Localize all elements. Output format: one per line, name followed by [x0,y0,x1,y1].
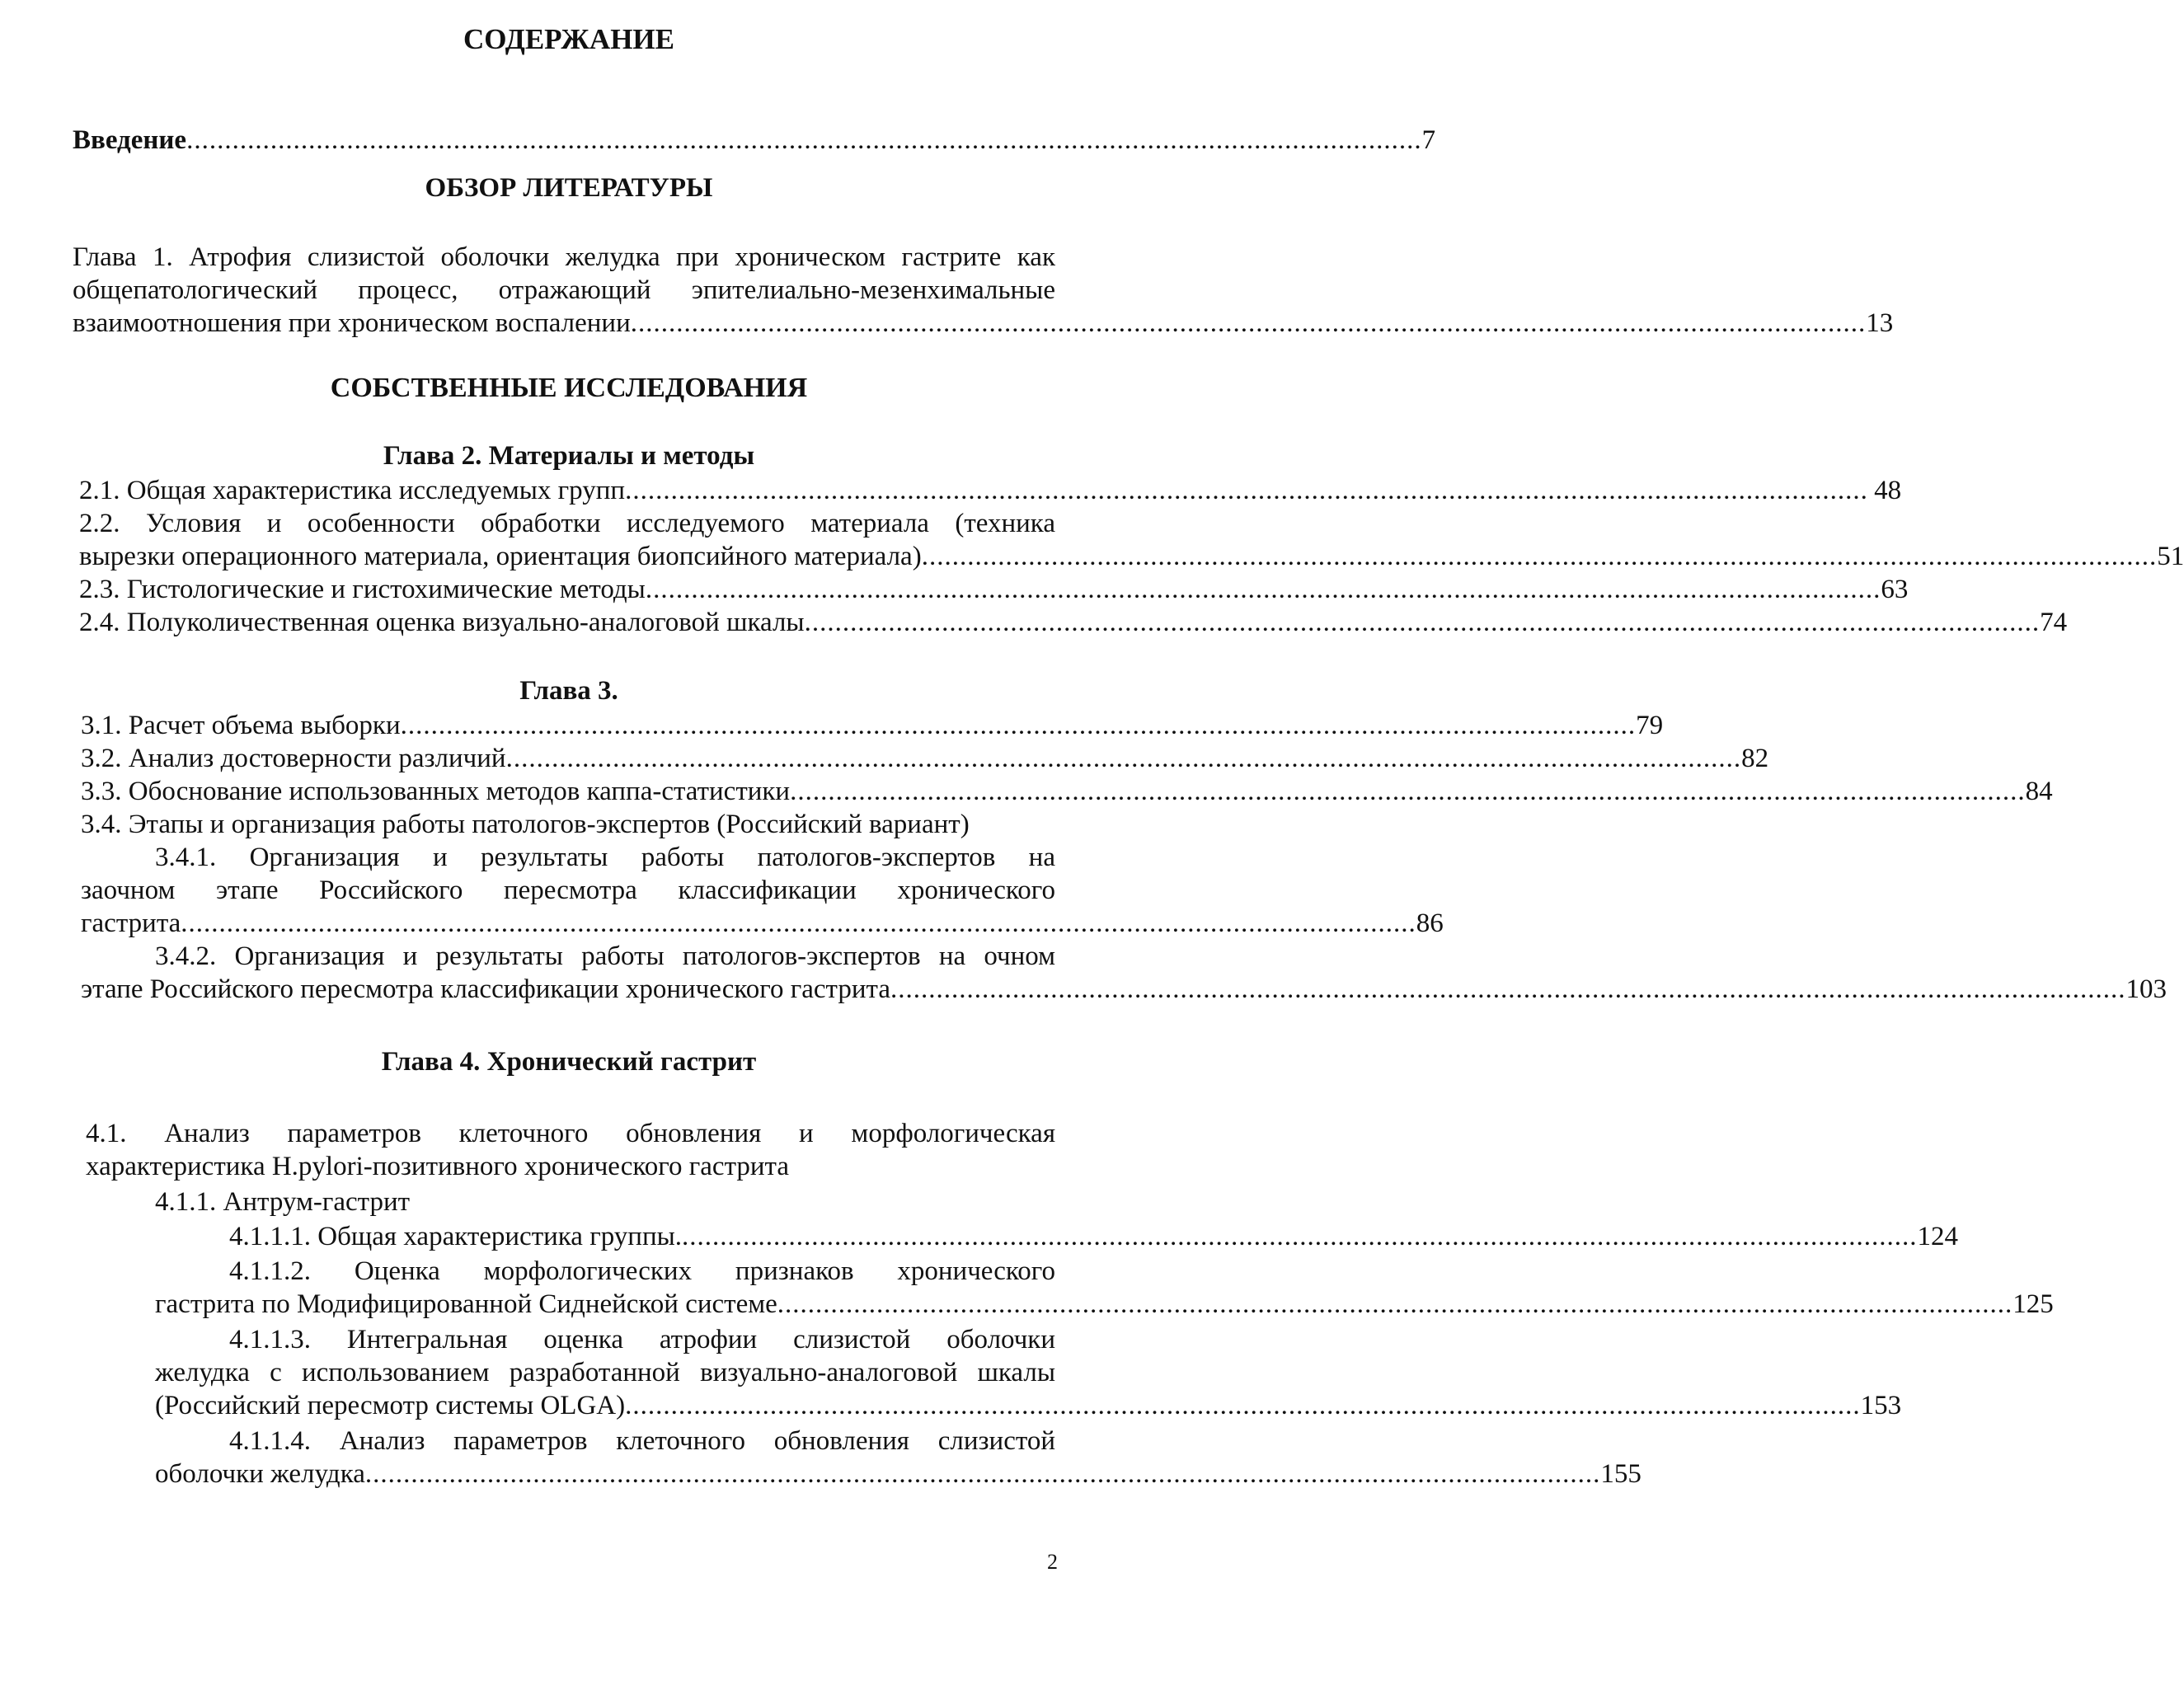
toc-entry-label: оболочки желудка [155,1459,365,1489]
toc-4-1-line2: характеристика H.pylori-позитивного хронического гастрита [86,1152,790,1181]
leader-dots: .................................................................................................................................................................. [804,608,2041,637]
leader-dots: .................................................................................................................................................................. [400,711,1637,740]
toc-entry-2-3[interactable] [79,573,1909,606]
toc-page-number: 153 [1860,1391,1902,1420]
toc-entry-label: 2.1. Общая характеристика исследуемых групп [79,476,626,505]
toc-page-number: 103 [2125,974,2167,1004]
toc-page-number: 13 [1866,308,1894,338]
leader-dots: .................................................................................................................................................................. [682,1222,1918,1251]
toc-entry-2-2[interactable] [79,540,2184,573]
toc-page-number: 155 [1600,1459,1642,1489]
section-heading-review: ОБЗОР ЛИТЕРАТУРЫ [425,173,713,203]
toc-entry-label: 3.3. Обоснование использованных методов каппа-статистики [81,777,791,806]
leader-dots: .................................................................................................................................................................. [921,542,2158,571]
leader-dots: .................................................................................................................................................................. [790,777,2026,806]
toc-page-number: . 48 [1860,476,1902,505]
toc-entry-3-4-2[interactable] [81,973,2167,1006]
toc-entry-4-1-1-3[interactable] [155,1389,1902,1422]
toc-entry-2-1[interactable] [79,474,1902,507]
toc-entry-3-2[interactable] [81,742,1769,775]
toc-entry-label: 4.1.1.1. Общая характеристика группы. [229,1222,683,1251]
chapter4-heading: Глава 4. Хронический гастрит [381,1047,757,1077]
leader-dots: .................................................................................................................................................................. [630,308,1867,338]
toc-page-number: 7 [1421,125,1436,155]
toc-entry-4-1-1-2[interactable] [155,1288,2054,1321]
toc-4-1-1-2-line1: 4.1.1.2. Оценка морфологических признаков хронического [229,1256,1055,1286]
toc-page-number: 125 [2013,1289,2054,1319]
leader-dots: .................................................................................................................................................................. [186,125,1422,155]
toc-page-number: 86 [1416,908,1444,938]
toc-page-number: 79 [1636,711,1664,740]
toc-4-1-line1: 4.1. Анализ параметров клеточного обновления и морфологическая [86,1119,1055,1148]
page-title: СОДЕРЖАНИЕ [463,23,674,55]
chapter2-heading: Глава 2. Материалы и методы [383,441,755,471]
toc-entry-3-4[interactable]: 3.4. Этапы и организация работы патологов-экспертов (Российский вариант) [81,810,970,839]
toc-page-number: 124 [1917,1222,1959,1251]
toc-3-4-2-line1: 3.4.2. Организация и результаты работы патологов-экспертов на очном [155,941,1055,971]
leader-dots: .................................................................................................................................................................. [625,476,1861,505]
leader-dots: .................................................................................................................................................................. [505,744,1742,773]
toc-entry-intro[interactable] [73,124,1436,157]
toc-entry-4-1-1-4[interactable] [155,1458,1642,1490]
toc-entry-3-3[interactable] [81,775,2053,808]
toc-entry-label: 3.1. Расчет объема выборки [81,711,401,740]
leader-dots: .................................................................................................................................................................. [777,1289,2013,1319]
toc-page-number: 74 [2040,608,2068,637]
toc-4-1-1-4-line1: 4.1.1.4. Анализ параметров клеточного обновления слизистой [229,1426,1055,1456]
toc-ch1-line1: Глава 1. Атрофия слизистой оболочки желудка при хроническом гастрите как [73,242,1055,272]
chapter3-heading: Глава 3. [519,676,618,706]
toc-3-4-1-line1: 3.4.1. Организация и результаты работы патологов-экспертов на [155,843,1055,872]
toc-entry-label: Введение [73,125,187,155]
toc-ch1-line2: общепатологический процесс, отражающий эпителиально-мезенхимальные [73,275,1055,305]
section-heading-own: СОБСТВЕННЫЕ ИССЛЕДОВАНИЯ [330,373,808,403]
leader-dots: .................................................................................................................................................................. [645,575,1881,604]
toc-entry-label: 2.3. Гистологические и гистохимические методы [79,575,646,604]
toc-entry-label: 2.4. Полуколичественная оценка визуально-аналоговой шкалы [79,608,805,637]
toc-entry-3-1[interactable] [81,709,1664,742]
toc-entry-label: взаимоотношения при хроническом воспалении [73,308,631,338]
toc-entry-label: гастрита по Модифицированной Сиднейской системе [155,1289,777,1319]
toc-entry-label: вырезки операционного материала, ориентация биопсийного материала) [79,542,922,571]
toc-4-1-1-3-line2: желудка с использованием разработанной визуально-аналоговой шкалы [155,1358,1055,1387]
toc-2-2-line1: 2.2. Условия и особенности обработки исследуемого материала (техника [79,509,1055,538]
toc-page-number: 51 [2157,542,2184,571]
toc-page-number: 63 [1881,575,1909,604]
toc-page-number: 84 [2025,777,2053,806]
toc-entry-label: этапе Российского пересмотра классификации хронического гастрита [81,974,890,1004]
toc-entry-label: гастрита [81,908,181,938]
toc-entry-label: 3.2. Анализ достоверности различий [81,744,506,773]
leader-dots: .................................................................................................................................................................. [890,974,2126,1004]
page-number: 2 [1047,1550,1058,1574]
toc-entry-4-1-1[interactable]: 4.1.1. Антрум-гастрит [155,1187,411,1217]
toc-entry-label: (Российский пересмотр системы OLGA) [155,1391,626,1420]
leader-dots: .................................................................................................................................................................. [625,1391,1861,1420]
toc-3-4-1-line2: заочном этапе Российского пересмотра классификации хронического [81,876,1055,905]
leader-dots: .................................................................................................................................................................. [181,908,1416,938]
toc-entry-ch1[interactable] [73,307,1894,340]
toc-entry-2-4[interactable] [79,606,2068,639]
toc-page-number: 82 [1741,744,1769,773]
toc-4-1-1-3-line1: 4.1.1.3. Интегральная оценка атрофии слизистой оболочки [229,1325,1055,1354]
toc-entry-3-4-1[interactable] [81,907,1444,940]
leader-dots: .................................................................................................................................................................. [364,1459,1601,1489]
toc-entry-4-1-1-1[interactable] [229,1220,1959,1253]
